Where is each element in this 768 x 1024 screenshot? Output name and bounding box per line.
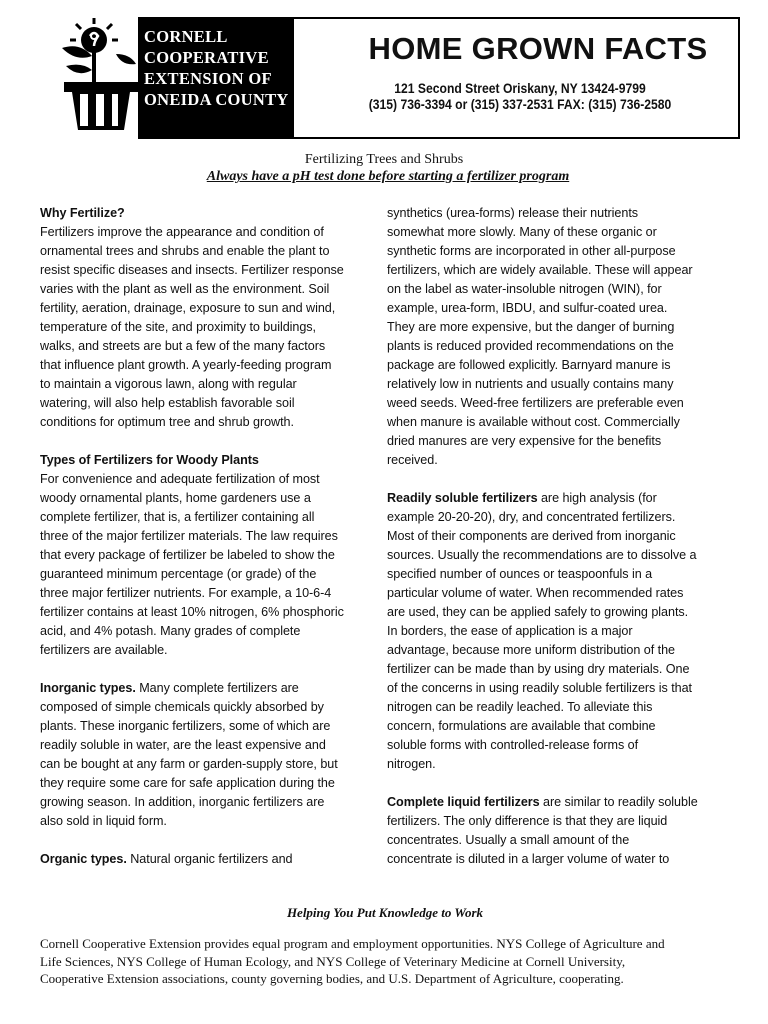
- body-text: specified number of ounces or teaspoonfuls in a: [387, 567, 653, 581]
- body-text: temperature of the site, and proximity to buildings,: [40, 320, 317, 334]
- body-text: concentrate is diluted in a larger volume of water to: [387, 852, 670, 866]
- document-subtitle: Always have a pH test done before starting a fertilizer program: [206, 169, 570, 184]
- text-line: [387, 451, 732, 470]
- text-line: [40, 280, 372, 299]
- text-line: [40, 451, 372, 470]
- body-text: They are more expensive, but the danger of burning: [387, 320, 675, 334]
- text-line: [387, 337, 732, 356]
- body-text: concentrates. Usually a small amount of the: [387, 833, 630, 847]
- body-text: when manure is available without cost. Commercially: [387, 415, 680, 429]
- body-text: synthetic forms are incorporated in other all-purpose: [387, 244, 676, 258]
- body-text: they require some care for safe application during the: [40, 776, 335, 790]
- text-line: [387, 318, 732, 337]
- equal-opportunity-statement: [40, 935, 740, 988]
- body-text: on the label as water-insoluble nitrogen (WIN), for: [387, 282, 662, 296]
- body-text: synthetics (urea-forms) release their nutrients: [387, 206, 639, 220]
- text-line: [387, 831, 732, 850]
- text-line: [40, 812, 372, 831]
- body-text: Most of their components are derived from inorganic: [387, 529, 676, 543]
- disclaimer-line: Cornell Cooperative Extension provides equal program and employment opportunities. NYS College of Agriculture and: [40, 936, 665, 951]
- section-heading: Why Fertilize?: [40, 206, 125, 220]
- paragraph-gap: [387, 470, 732, 489]
- body-text: Natural organic fertilizers and: [126, 852, 293, 866]
- text-line: [40, 698, 372, 717]
- body-text: soluble forms with controlled-release forms of: [387, 738, 639, 752]
- body-text: somewhat more slowly. Many of these organic or: [387, 225, 657, 239]
- body-text: In borders, the ease of application is a major: [387, 624, 633, 638]
- text-line: [40, 470, 372, 489]
- org-name-line: CORNELL: [144, 27, 228, 46]
- org-name-line: ONEIDA COUNTY: [144, 90, 289, 109]
- text-line: [387, 622, 732, 641]
- text-line: [387, 850, 732, 869]
- text-line: [40, 261, 372, 280]
- text-line: [40, 242, 372, 261]
- text-line: [387, 717, 732, 736]
- body-text: growing season. In addition, inorganic fertilizers are: [40, 795, 325, 809]
- body-text: ornamental trees and shrubs and enable the plant to: [40, 244, 330, 258]
- body-text: of the concerns in using readily soluble fertilizers is that: [387, 681, 693, 695]
- text-line: [387, 641, 732, 660]
- text-line: [40, 413, 372, 432]
- text-line: [40, 375, 372, 394]
- text-line: [40, 641, 372, 660]
- text-line: [40, 356, 372, 375]
- text-line: [40, 508, 372, 527]
- text-line: [387, 546, 732, 565]
- org-name-line: COOPERATIVE: [144, 48, 269, 67]
- text-line: [387, 413, 732, 432]
- text-line: [40, 850, 372, 869]
- body-text: nitrogen can be readily leached. To alleviate this: [387, 700, 653, 714]
- body-text: varies with the plant as well as the environment. Soil: [40, 282, 330, 296]
- disclaimer-line: Life Sciences, NYS College of Human Ecology, and NYS College of Veterinary Medicine at Cornell University,: [40, 953, 626, 969]
- body-text: that influence plant growth. A yearly-feeding program: [40, 358, 332, 372]
- text-line: [40, 318, 372, 337]
- text-line: [40, 565, 372, 584]
- text-line: [40, 527, 372, 546]
- body-text: acid, and 4% potash. Many grades of complete: [40, 624, 301, 638]
- text-line: [387, 755, 732, 774]
- section-heading: Types of Fertilizers for Woody Plants: [40, 453, 259, 467]
- office-phone-fax: (315) 736-3394 or (315) 337-2531 FAX: (315) 736-2580: [368, 97, 672, 112]
- body-text: concern, formulations are available that combine: [387, 719, 656, 733]
- section-heading: Organic types.: [40, 852, 127, 866]
- body-text: are similar to readily soluble: [539, 795, 698, 809]
- body-text: can be bought at any farm or garden-supply store, but: [40, 757, 338, 771]
- text-line: [387, 299, 732, 318]
- text-line: [40, 299, 372, 318]
- text-line: [40, 546, 372, 565]
- text-line: [387, 242, 732, 261]
- text-line: [387, 793, 732, 812]
- document-title: Fertilizing Trees and Shrubs: [304, 152, 464, 167]
- body-text: fertilizers, which are widely available. These will appear: [387, 263, 693, 277]
- body-text: received.: [387, 453, 438, 467]
- body-text: plants. These inorganic fertilizers, some of which are: [40, 719, 331, 733]
- footer-tagline: Helping You Put Knowledge to Work: [286, 905, 484, 920]
- text-line: [40, 679, 372, 698]
- org-name-line: EXTENSION OF: [144, 69, 272, 88]
- disclaimer-line: Cooperative Extension associations, county governing bodies, and U.S. Department of Agriculture, cooperating.: [40, 971, 624, 986]
- section-heading: Inorganic types.: [40, 681, 136, 695]
- body-text: three of the major fertilizer materials. The law requires: [40, 529, 338, 543]
- text-line: [387, 489, 732, 508]
- body-text: plants is reduced provided recommendations on the: [387, 339, 674, 353]
- text-line: [387, 660, 732, 679]
- body-text: example 20-20-20), dry, and concentrated fertilizers.: [387, 510, 676, 524]
- text-line: [40, 584, 372, 603]
- extension-logo-icon: [54, 14, 142, 132]
- text-line: [387, 603, 732, 622]
- text-line: [40, 774, 372, 793]
- text-line: [40, 394, 372, 413]
- text-line: [387, 394, 732, 413]
- body-text: Fertilizers improve the appearance and condition of: [40, 225, 324, 239]
- body-text: particular volume of water. When recommended rates: [387, 586, 684, 600]
- newsletter-title: HOME GROWN FACTS: [368, 31, 708, 66]
- body-text: example, urea-form, IBDU, and sulfur-coated urea.: [387, 301, 668, 315]
- body-text: resist specific diseases and insects. Fertilizer response: [40, 263, 344, 277]
- text-line: [387, 679, 732, 698]
- body-text: readily soluble in water, are the least expensive and: [40, 738, 326, 752]
- body-text: For convenience and adequate fertilization of most: [40, 472, 320, 486]
- text-line: [40, 223, 372, 242]
- organization-name-block: [138, 17, 294, 139]
- paragraph-gap: [40, 831, 372, 850]
- text-line: [40, 489, 372, 508]
- body-text: weed seeds. Weed-free fertilizers are preferable even: [387, 396, 684, 410]
- text-line: [387, 527, 732, 546]
- body-text: guaranteed minimum percentage (or grade) of the: [40, 567, 317, 581]
- body-text: advantage, because more uniform distribution of the: [387, 643, 675, 657]
- text-line: [40, 204, 372, 223]
- paragraph-gap: [40, 660, 372, 679]
- text-line: [387, 812, 732, 831]
- text-line: [387, 280, 732, 299]
- text-line: [40, 717, 372, 736]
- body-text: package are followed explicitly. Barnyard manure is: [387, 358, 671, 372]
- body-text: fertility, aeration, drainage, exposure to sun and wind,: [40, 301, 336, 315]
- section-heading: Complete liquid fertilizers: [387, 795, 540, 809]
- body-text: are used, they can be applied safely to growing plants.: [387, 605, 689, 619]
- text-line: [387, 584, 732, 603]
- body-text: that every package of fertilizer be labeled to show the: [40, 548, 335, 562]
- text-line: [387, 698, 732, 717]
- body-text: fertilizers. The only difference is that they are liquid: [387, 814, 668, 828]
- left-text-column: [40, 204, 372, 869]
- body-text: fertilizer contains at least 10% nitrogen, 6% phosphoric: [40, 605, 344, 619]
- text-line: [40, 755, 372, 774]
- body-text: walks, and streets are but a few of the many factors: [40, 339, 326, 353]
- text-line: [40, 603, 372, 622]
- body-text: fertilizer can be made than by using dry materials. One: [387, 662, 690, 676]
- body-text: nitrogen.: [387, 757, 436, 771]
- text-line: [40, 793, 372, 812]
- text-line: [387, 565, 732, 584]
- office-address: 121 Second Street Oriskany, NY 13424-9799: [394, 81, 646, 96]
- text-line: [40, 622, 372, 641]
- paragraph-gap: [40, 432, 372, 451]
- text-line: [387, 356, 732, 375]
- right-text-column: [387, 204, 732, 869]
- body-text: also sold in liquid form.: [40, 814, 167, 828]
- text-line: [40, 736, 372, 755]
- body-text: relatively low in nutrients and usually contains many: [387, 377, 674, 391]
- body-text: complete fertilizer, that is, a fertilizer containing all: [40, 510, 315, 524]
- body-text: watering, will also help establish favorable soil: [40, 396, 295, 410]
- text-line: [387, 736, 732, 755]
- body-text: composed of simple chemicals quickly absorbed by: [40, 700, 324, 714]
- section-heading: Readily soluble fertilizers: [387, 491, 538, 505]
- text-line: [387, 223, 732, 242]
- text-line: [387, 508, 732, 527]
- text-line: [387, 375, 732, 394]
- text-line: [387, 261, 732, 280]
- body-text: to maintain a vigorous lawn, along with regular: [40, 377, 297, 391]
- text-line: [387, 204, 732, 223]
- body-text: dried manures are very expensive for the benefits: [387, 434, 662, 448]
- body-text: fertilizers are available.: [40, 643, 168, 657]
- body-text: sources. Usually the recommendations are to dissolve a: [387, 548, 697, 562]
- body-text: woody ornamental plants, home gardeners use a: [40, 491, 311, 505]
- text-line: [40, 337, 372, 356]
- body-text: conditions for optimum tree and shrub growth.: [40, 415, 294, 429]
- text-line: [387, 432, 732, 451]
- paragraph-gap: [387, 774, 732, 793]
- body-text: are high analysis (for: [537, 491, 657, 505]
- body-text: three major fertilizer nutrients. For example, a 10-6-4: [40, 586, 332, 600]
- body-text: Many complete fertilizers are: [135, 681, 299, 695]
